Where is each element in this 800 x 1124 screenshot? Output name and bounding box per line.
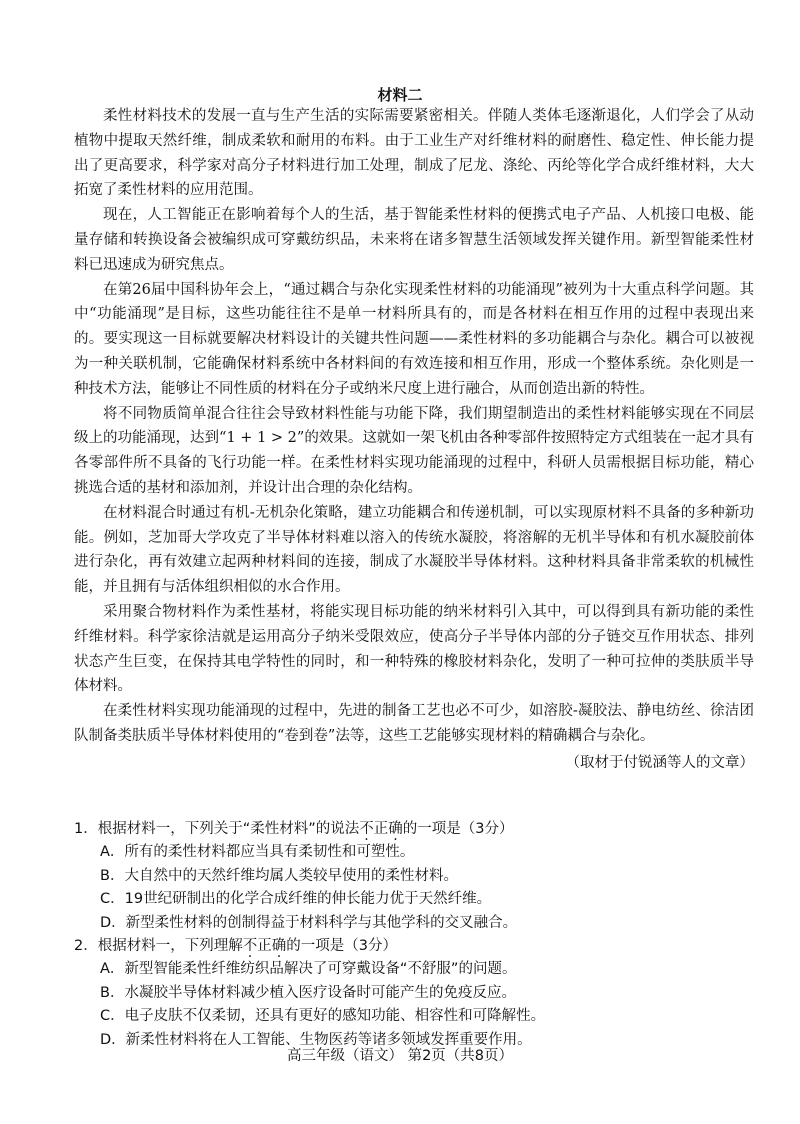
option-a: A．新型智能柔性纤维纺织品解决了可穿戴设备“不舒服”的问题。 [100,961,517,978]
stem-text: 正 [373,821,389,837]
option-c: C．19世纪研制出的化学合成纤维的伸长能力优于天然纤维。 [100,891,492,908]
paragraph-6: 采用聚合物材料作为柔性基材，将能实现目标功能的纳米材料引入其中，可以得到具有新功能的柔性纤维材料。科学家徐洁就是运用高分子纳米受限效应，使高分子半导体内部的分子链交互作用状态、排列状态产生巨变，在保持其电学特性的同时，和一种特殊的橡胶材料杂化，发明了一种可拉伸的类肤质半导体材料。 [74,603,754,695]
option-c: C．电子皮肤不仅柔韧，还具有更好的感知功能、相容性和可降解性。 [100,1008,546,1025]
stem-text: 1．根据材料一，下列关于“柔性材料”的说法 [74,821,360,837]
material-body [74,104,754,776]
paragraph-1: 柔性材料技术的发展一直与生产生活的实际需要紧密相关。伴随人类体毛逐渐退化，人们学会了从动植物中提取天然纤维，制成柔软和耐用的布料。由于工业生产对纤维材料的耐磨性、稳定性、伸长能力提出了更高要求，科学家对高分子材料进行加工处理，制成了尼龙、涤纶、丙纶等化学合成纤维材料，大大拓宽了柔性材料的应用范围。 [74,108,754,199]
question-stem [74,818,754,841]
option-d: D．新型柔性材料的创制得益于材料科学与其他学科的交叉融合。 [100,914,518,931]
page-footer: 高三年级（语文） 第2页（共8页） [286,1048,514,1064]
paragraph-7: 在柔性材料实现功能涌现的过程中，先进的制备工艺也必不可少，如溶胶-凝胶法、静电纺丝、徐洁团队制备类肤质半导体材料使用的“卷到卷”法等，这些工艺能够实现材料的精确耦合与杂化。 [74,703,754,744]
option-a: A．所有的柔性材料都应当具有柔韧性和可塑性。 [100,844,415,861]
paragraph-2: 现在，人工智能正在影响着每个人的生活，基于智能柔性材料的便携式电子产品、人机接口电极、能量存储和转换设备会被编织成可穿戴纺织品，未来将在诸多智慧生活领域发挥关键作用。新型智能柔性材料已迅速成为研究焦点。 [74,207,754,273]
questions-section [74,818,754,1052]
paragraph-3: 在第26届中国科协年会上，“通过耦合与杂化实现柔性材料的功能涌现”被列为十大重点科学问题。其中“功能涌现”是目标，这些功能往往不是单一材料所具有的，而是各材料在相互作用的过程中表现出来的。要实现这一目标就要解决材料设计的关键共性问题——柔性材料的多功能耦合与杂化。耦合可以被视为一种关联机制，它能确保材料系统中各材料间的有效连接和相互作用，形成一个整体系统。杂化则是一种技术方法，能够让不同性质的材料在分子或纳米尺度上进行融合，从而创造出新的特性。 [74,281,754,397]
question-2 [74,935,754,1052]
stem-text: 正 [257,938,272,955]
source-citation: （取材于付锐涵等人的文章） [565,754,754,771]
paragraph-5: 在材料混合时通过有机-无机杂化策略，建立功能耦合和传递机制，可以实现原材料不具备的多种新功能。例如，芝加哥大学攻克了半导体材料难以溶入的传统水凝胶，将溶解的无机半导体和有机水凝胶前体进行杂化，再有效建立起两种材料间的连接，制成了水凝胶半导体材料。这种材料具备非常柔软的机械性能，并且拥有与活体组织相似的水合作用。 [74,504,754,596]
stem-text: 的一项是（3分） [286,938,397,955]
option-b: B．水凝胶半导体材料减少植入医疗设备时可能产生的免疫反应。 [100,984,516,1001]
question-stem [74,935,754,958]
option-b: B．大自然中的天然纤维均属人类较早使用的柔性材料。 [100,867,458,884]
option-d: D．新柔性材料将在人工智能、生物医药等诸多领域发挥重要作用。 [100,1031,532,1048]
paragraph-4: 将不同物质简单混合往往会导致材料性能与功能下降，我们期望制造出的柔性材料能够实现在不同层级上的功能涌现，达到“1 + 1 > 2”的效果。这就如一架飞机由各种零部件按照特定方式组装在一起才具有各零部件所不具备的飞行功能一样。在柔性材料实现功能涌现的过程中，科研人员需根据目标功能，精心挑选合适的基材和添加剂，并设计出合理的杂化结构。 [74,405,754,496]
emphasis-char: 不 [359,821,374,837]
emphasis-char: 不 [242,938,258,955]
stem-text: 2．根据材料一，下列理解 [74,938,243,955]
emphasis-char: 确 [388,821,403,837]
emphasis-char: 确 [271,938,287,955]
question-1 [74,818,754,935]
stem-text: 的一项是（3分） [402,821,514,837]
material-title: 材料二 [377,86,423,104]
